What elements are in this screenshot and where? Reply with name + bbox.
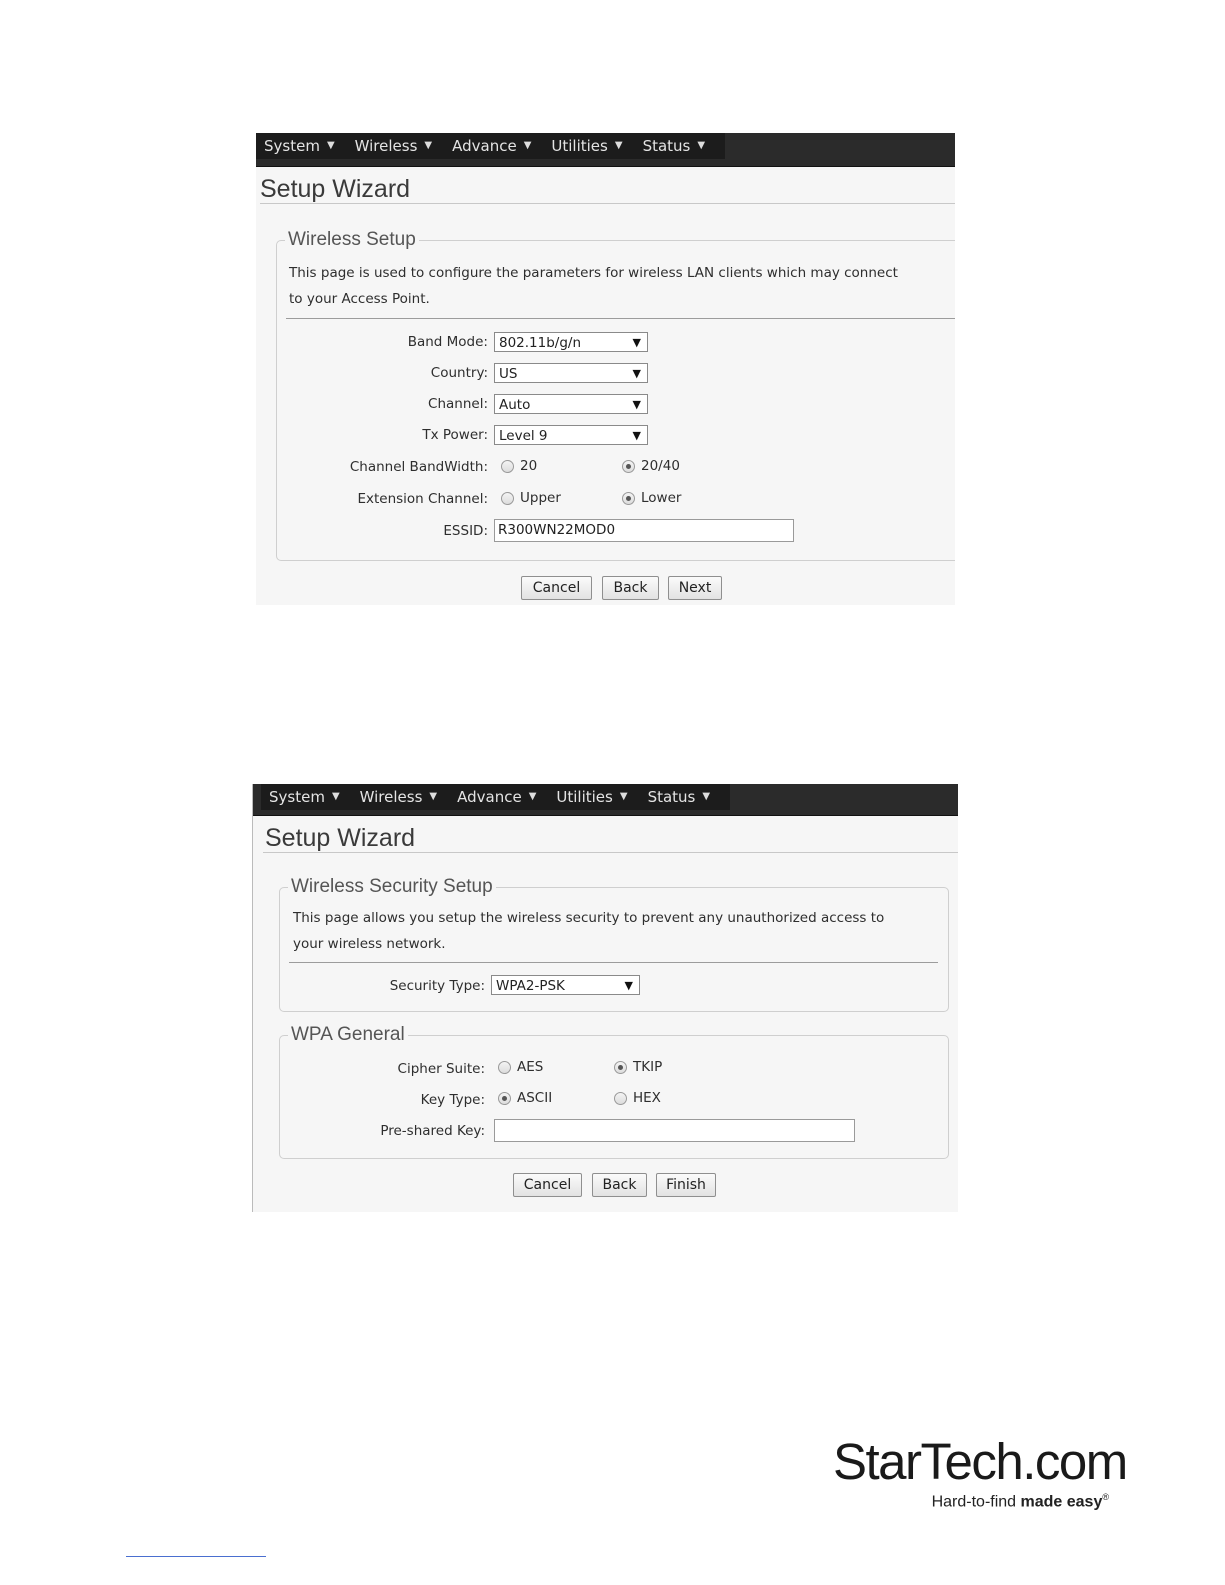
chevron-down-icon: ▼ (619, 791, 628, 802)
dropdown-arrow-icon: ▼ (632, 429, 641, 442)
nav-wireless[interactable]: Wireless ▼ (347, 133, 432, 159)
nav-wireless[interactable]: Wireless ▼ (352, 784, 437, 810)
bandwidth-20-radio[interactable]: 20 (501, 458, 537, 474)
cancel-button[interactable]: Cancel (513, 1173, 582, 1197)
back-button[interactable]: Back (602, 576, 659, 600)
logo-tagline: Hard-to-find made easy® (931, 1492, 1109, 1511)
back-button[interactable]: Back (592, 1173, 647, 1197)
footer-link-underline (126, 1556, 266, 1557)
wireless-setup-screenshot (256, 133, 955, 605)
nav-menu (256, 133, 725, 159)
section-legend: Wireless Security Setup (291, 876, 493, 897)
key-hex-radio[interactable]: HEX (614, 1090, 661, 1106)
extension-upper-radio[interactable]: Upper (501, 490, 561, 506)
dropdown-arrow-icon: ▼ (624, 979, 633, 992)
tx-power-label: Tx Power: (422, 427, 488, 443)
essid-input[interactable]: R300WN22MOD0 (494, 519, 794, 542)
chevron-down-icon: ▼ (614, 140, 623, 151)
section-legend: Wireless Setup (288, 229, 416, 250)
nav-status[interactable]: Status ▼ (640, 784, 711, 810)
nav-status[interactable]: Status ▼ (635, 133, 706, 159)
nav-advance[interactable]: Advance ▼ (444, 133, 531, 159)
section-description: This page allows you setup the wireless security to prevent any unauthorized access to your wireless network. (293, 910, 885, 952)
essid-label: ESSID: (443, 523, 488, 539)
nav-system[interactable]: System ▼ (256, 133, 335, 159)
dropdown-arrow-icon: ▼ (632, 367, 641, 380)
cipher-tkip-radio[interactable]: TKIP (614, 1059, 662, 1075)
chevron-down-icon: ▼ (424, 140, 433, 151)
page-title: Setup Wizard (260, 175, 411, 203)
nav-advance[interactable]: Advance ▼ (449, 784, 536, 810)
dropdown-arrow-icon: ▼ (632, 398, 641, 411)
nav-menu (261, 784, 730, 810)
radio-unchecked-icon (501, 460, 514, 473)
section-description: This page is used to configure the parameters for wireless LAN clients which may connect to your Access Point. (289, 265, 898, 307)
nav-system[interactable]: System ▼ (261, 784, 340, 810)
page-title: Setup Wizard (265, 824, 416, 852)
cancel-button[interactable]: Cancel (521, 576, 592, 600)
security-type-select[interactable]: WPA2-PSK ▼ (491, 975, 640, 995)
cipher-suite-label: Cipher Suite: (397, 1061, 485, 1077)
next-button[interactable]: Next (668, 576, 722, 600)
channel-label: Channel: (428, 396, 488, 412)
cipher-aes-radio[interactable]: AES (498, 1059, 543, 1075)
extension-channel-label: Extension Channel: (357, 491, 488, 507)
country-label: Country: (430, 365, 488, 381)
finish-button[interactable]: Finish (656, 1173, 716, 1197)
logo-wordmark: StarTech.com (833, 1433, 1127, 1490)
nav-utilities[interactable]: Utilities ▼ (543, 133, 622, 159)
chevron-down-icon: ▼ (523, 140, 532, 151)
startech-logo (833, 1432, 1127, 1522)
chevron-down-icon: ▼ (702, 791, 711, 802)
pre-shared-key-input[interactable] (494, 1119, 855, 1142)
chevron-down-icon: ▼ (326, 140, 335, 151)
tx-power-select[interactable]: Level 9 ▼ (494, 425, 648, 445)
top-nav-bar (256, 133, 955, 167)
bandwidth-2040-radio[interactable]: 20/40 (622, 458, 680, 474)
band-mode-label: Band Mode: (407, 334, 488, 350)
pre-shared-key-label: Pre-shared Key: (380, 1123, 485, 1139)
wireless-security-screenshot (252, 784, 958, 1212)
key-type-label: Key Type: (420, 1092, 485, 1108)
extension-lower-radio[interactable]: Lower (622, 490, 681, 506)
country-select[interactable]: US ▼ (494, 363, 648, 383)
band-mode-select[interactable]: 802.11b/g/n ▼ (494, 332, 648, 352)
title-divider (260, 203, 955, 204)
channel-select[interactable]: Auto ▼ (494, 394, 648, 414)
radio-unchecked-icon (498, 1061, 511, 1074)
security-type-label: Security Type: (389, 978, 485, 994)
section-separator (286, 318, 955, 319)
title-divider (263, 852, 958, 853)
key-ascii-radio[interactable]: ASCII (498, 1090, 552, 1106)
radio-unchecked-icon (501, 492, 514, 505)
chevron-down-icon: ▼ (331, 791, 340, 802)
radio-checked-icon (622, 460, 635, 473)
radio-checked-icon (622, 492, 635, 505)
bandwidth-label: Channel BandWidth: (349, 459, 488, 475)
dropdown-arrow-icon: ▼ (632, 336, 641, 349)
chevron-down-icon: ▼ (429, 791, 438, 802)
nav-utilities[interactable]: Utilities ▼ (548, 784, 627, 810)
radio-checked-icon (498, 1092, 511, 1105)
radio-checked-icon (614, 1061, 627, 1074)
top-nav-bar (253, 784, 958, 816)
section-separator (289, 962, 938, 963)
chevron-down-icon: ▼ (697, 140, 706, 151)
chevron-down-icon: ▼ (528, 791, 537, 802)
radio-unchecked-icon (614, 1092, 627, 1105)
section-legend: WPA General (291, 1024, 405, 1045)
